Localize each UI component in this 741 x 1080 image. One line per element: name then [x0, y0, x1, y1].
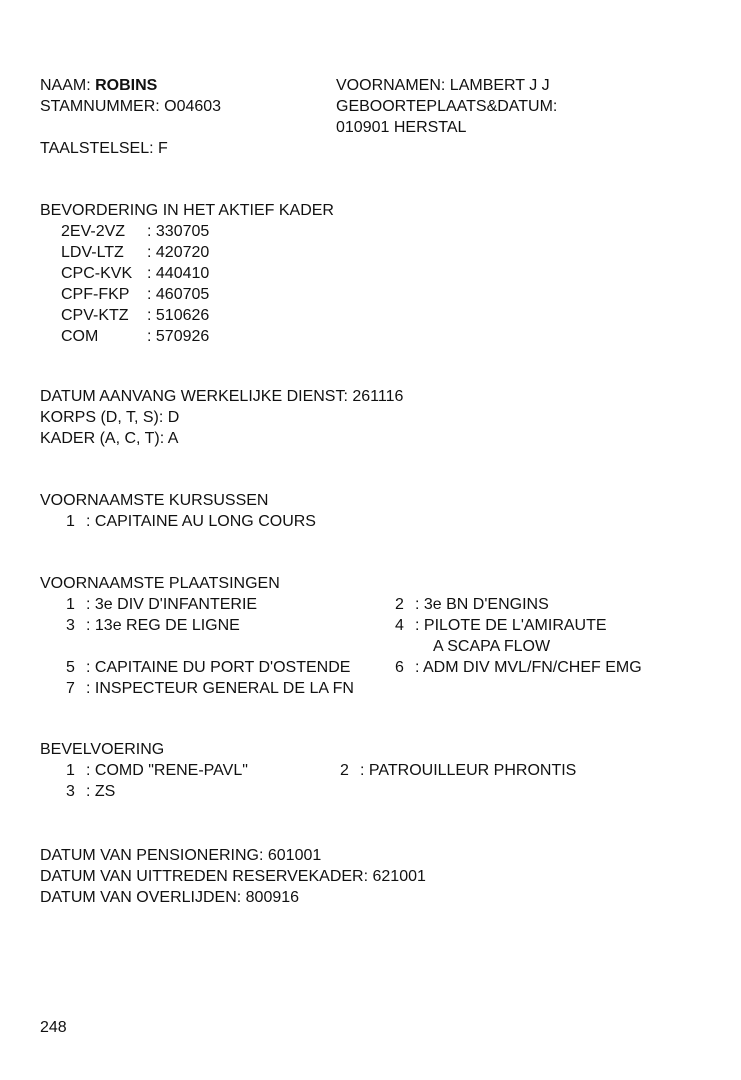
item-text: : INSPECTEUR GENERAL DE LA FN: [86, 680, 354, 697]
item-number: 6: [395, 659, 404, 676]
rank-code: COM: [61, 328, 99, 345]
item-text: : ADM DIV MVL/FN/CHEF EMG: [415, 659, 642, 676]
stamnummer: STAMNUMMER: O04603: [40, 98, 222, 115]
item-number: 1: [66, 513, 75, 530]
rank-code: CPF-FKP: [61, 286, 130, 303]
item-number: 1: [66, 762, 75, 779]
item-number: 2: [395, 596, 404, 613]
rank-date: : 460705: [147, 286, 210, 303]
naam-line: [40, 75, 221, 96]
aanvang-dienst: DATUM AANVANG WERKELIJKE DIENST: 261116: [40, 388, 404, 405]
item-number: 3: [66, 783, 75, 800]
item-text-continuation: A SCAPA FLOW: [433, 638, 551, 655]
item-text: : ZS: [86, 783, 116, 800]
kader: KADER (A, C, T): A: [40, 430, 179, 447]
rank-date: : 440410: [147, 265, 210, 282]
bevordering-row: [61, 263, 334, 284]
bevordering-title: BEVORDERING IN HET AKTIEF KADER: [40, 202, 334, 219]
bevordering-row: [61, 326, 334, 347]
item-number: 7: [66, 680, 75, 697]
bevordering-row: [61, 305, 334, 326]
overlijden: DATUM VAN OVERLIJDEN: 800916: [40, 889, 300, 906]
rank-code: CPC-KVK: [61, 265, 133, 282]
item-text: : 3e BN D'ENGINS: [415, 596, 549, 613]
list-item: [66, 615, 240, 636]
plaatsingen-title: VOORNAAMSTE PLAATSINGEN: [40, 575, 280, 592]
page-number: 248: [40, 1019, 67, 1036]
rank-date: : 330705: [147, 223, 210, 240]
korps: KORPS (D, T, S): D: [40, 409, 180, 426]
item-text: : PATROUILLEUR PHRONTIS: [360, 762, 577, 779]
item-text: : 3e DIV D'INFANTERIE: [86, 596, 258, 613]
bevelvoering-section: [40, 739, 720, 809]
naam-label: NAAM:: [40, 77, 91, 94]
item-number: 5: [66, 659, 75, 676]
list-item: [395, 657, 642, 678]
naam-value: ROBINS: [95, 77, 158, 94]
list-item: [66, 678, 354, 699]
rank-date: : 420720: [147, 244, 210, 261]
list-item: [340, 760, 576, 781]
bevordering-row: [61, 284, 334, 305]
rank-date: : 510626: [147, 307, 210, 324]
rank-code: 2EV-2VZ: [61, 223, 126, 240]
data-section: [40, 845, 426, 908]
dienst-section: [40, 386, 403, 449]
item-text: : CAPITAINE AU LONG COURS: [86, 513, 316, 530]
kursussen-section: [40, 490, 316, 532]
item-number: 3: [66, 617, 75, 634]
list-item: [66, 781, 115, 802]
item-text: : PILOTE DE L'AMIRAUTE: [415, 617, 607, 634]
rank-date: : 570926: [147, 328, 210, 345]
item-number: 2: [340, 762, 349, 779]
item-text: : CAPITAINE DU PORT D'OSTENDE: [86, 659, 351, 676]
list-item: [395, 594, 549, 615]
kursussen-title: VOORNAAMSTE KURSUSSEN: [40, 492, 269, 509]
item-text: : 13e REG DE LIGNE: [86, 617, 240, 634]
bevordering-row: [61, 242, 334, 263]
geboorte-label: GEBOORTEPLAATS&DATUM:: [336, 98, 558, 115]
rank-code: CPV-KTZ: [61, 307, 129, 324]
list-item: [40, 511, 316, 532]
header-left: [40, 75, 221, 159]
bevordering-section: [40, 200, 334, 347]
bevordering-row: [61, 221, 334, 242]
item-number: 1: [66, 596, 75, 613]
rank-code: LDV-LTZ: [61, 244, 124, 261]
pensionering: DATUM VAN PENSIONERING: 601001: [40, 847, 322, 864]
list-item: [66, 760, 248, 781]
geboorte-value: 010901 HERSTAL: [336, 119, 467, 136]
bevelvoering-title: BEVELVOERING: [40, 741, 165, 758]
taalstelsel: TAALSTELSEL: F: [40, 140, 168, 157]
header-right: [336, 75, 557, 138]
item-text: : COMD "RENE-PAVL": [86, 762, 248, 779]
list-item: [66, 657, 350, 678]
item-number: 4: [395, 617, 404, 634]
bevordering-list: [40, 221, 334, 347]
list-item: [395, 615, 607, 636]
plaatsingen-section: [40, 573, 720, 703]
voornamen: VOORNAMEN: LAMBERT J J: [336, 77, 550, 94]
reservekader: DATUM VAN UITTREDEN RESERVEKADER: 621001: [40, 868, 426, 885]
list-item: [66, 594, 257, 615]
